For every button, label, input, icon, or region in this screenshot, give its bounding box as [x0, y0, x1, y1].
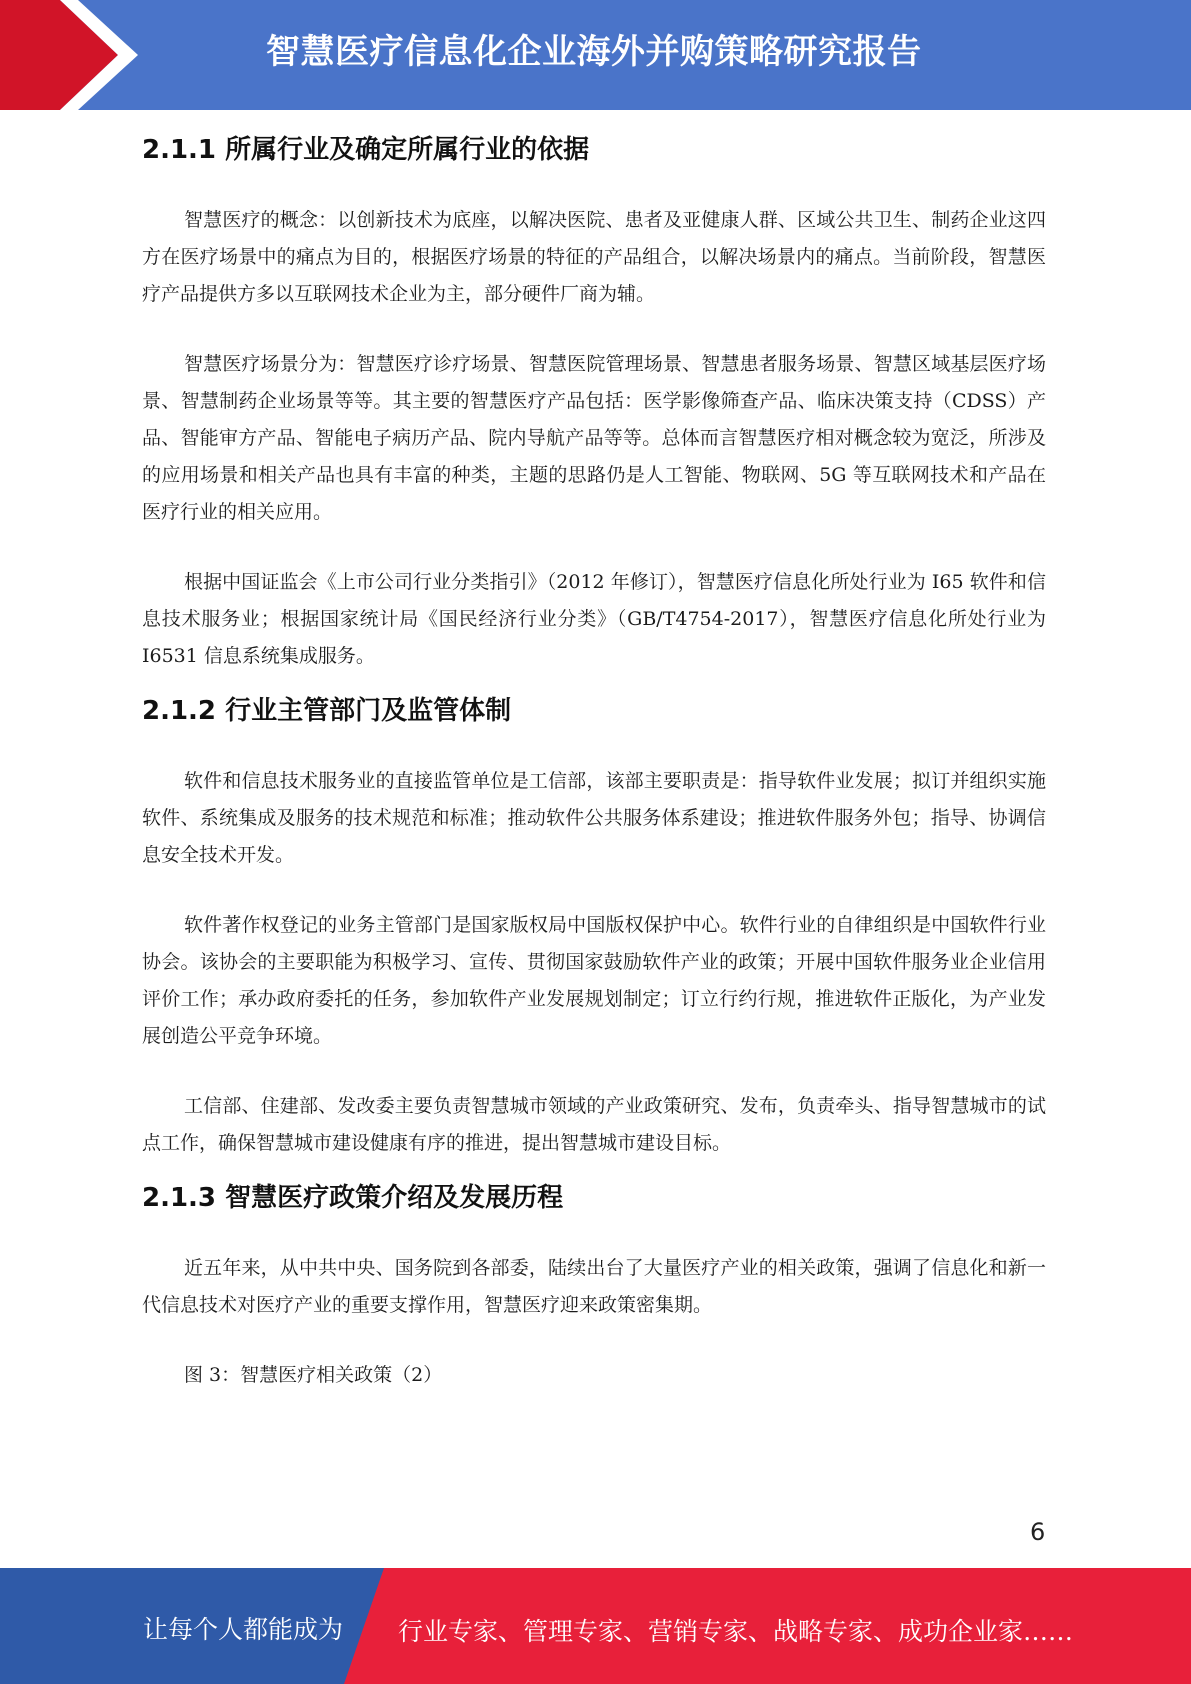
- header-chevron-decoration: [0, 0, 170, 110]
- paragraph: 智慧医疗场景分为：智慧医疗诊疗场景、智慧医院管理场景、智慧患者服务场景、智慧区域基层医疗场景、智慧制药企业场景等等。其主要的智慧医疗产品包括：医学影像筛查产品、临床决策支持（CDSS）产品、智能审方产品、智能电子病历产品、院内导航产品等等。总体而言智慧医疗相对概念较为宽泛，所涉及的应用场景和相关产品也具有丰富的种类，主题的思路仍是人工智能、物联网、5G 等互联网技术和产品在医疗行业的相关应用。: [142, 353, 1046, 523]
- page-footer: [0, 1568, 1191, 1684]
- footer-slogan-right: 行业专家、管理专家、营销专家、战略专家、成功企业家……: [398, 1617, 1074, 1646]
- report-title: 智慧医疗信息化企业海外并购策略研究报告: [266, 32, 922, 72]
- paragraph: 工信部、住建部、发改委主要负责智慧城市领域的产业政策研究、发布，负责牵头、指导智慧城市的试点工作，确保智慧城市建设健康有序的推进，提出智慧城市建设目标。: [142, 1095, 1046, 1154]
- paragraph: 软件和信息技术服务业的直接监管单位是工信部，该部主要职责是：指导软件业发展；拟订并组织实施软件、系统集成及服务的技术规范和标准；推动软件公共服务体系建设；推进软件服务外包；指导、协调信息安全技术开发。: [142, 770, 1046, 866]
- section-heading-2-1-1: 2.1.1 所属行业及确定所属行业的依据: [142, 135, 590, 165]
- document-body: [142, 128, 1046, 1394]
- paragraph: 根据中国证监会《上市公司行业分类指引》（2012 年修订），智慧医疗信息化所处行业为 I65 软件和信息技术服务业；根据国家统计局《国民经济行业分类》（GB/T4754-2017），智慧医疗信息化所处行业为 I6531 信息系统集成服务。: [142, 571, 1046, 667]
- page-header: [0, 0, 1191, 110]
- footer-slogan-left: 让每个人都能成为: [143, 1615, 344, 1644]
- paragraph: 软件著作权登记的业务主管部门是国家版权局中国版权保护中心。软件行业的自律组织是中国软件行业协会。该协会的主要职能为积极学习、宣传、贯彻国家鼓励软件产业的政策；开展中国软件服务业企业信用评价工作；承办政府委托的任务，参加软件产业发展规划制定；订立行约行规，推进软件正版化，为产业发展创造公平竞争环境。: [142, 914, 1046, 1047]
- section-heading-2-1-3: 2.1.3 智慧医疗政策介绍及发展历程: [142, 1183, 564, 1213]
- section-heading-2-1-2: 2.1.2 行业主管部门及监管体制: [142, 696, 512, 726]
- figure-caption: 图 3：智慧医疗相关政策（2）: [184, 1364, 443, 1386]
- paragraph: 近五年来，从中共中央、国务院到各部委，陆续出台了大量医疗产业的相关政策，强调了信息化和新一代信息技术对医疗产业的重要支撑作用，智慧医疗迎来政策密集期。: [142, 1257, 1046, 1316]
- page-number: 6: [1030, 1518, 1046, 1546]
- paragraph: 智慧医疗的概念：以创新技术为底座，以解决医院、患者及亚健康人群、区域公共卫生、制药企业这四方在医疗场景中的痛点为目的，根据医疗场景的特征的产品组合，以解决场景内的痛点。当前阶段，智慧医疗产品提供方多以互联网技术企业为主，部分硬件厂商为辅。: [142, 209, 1046, 305]
